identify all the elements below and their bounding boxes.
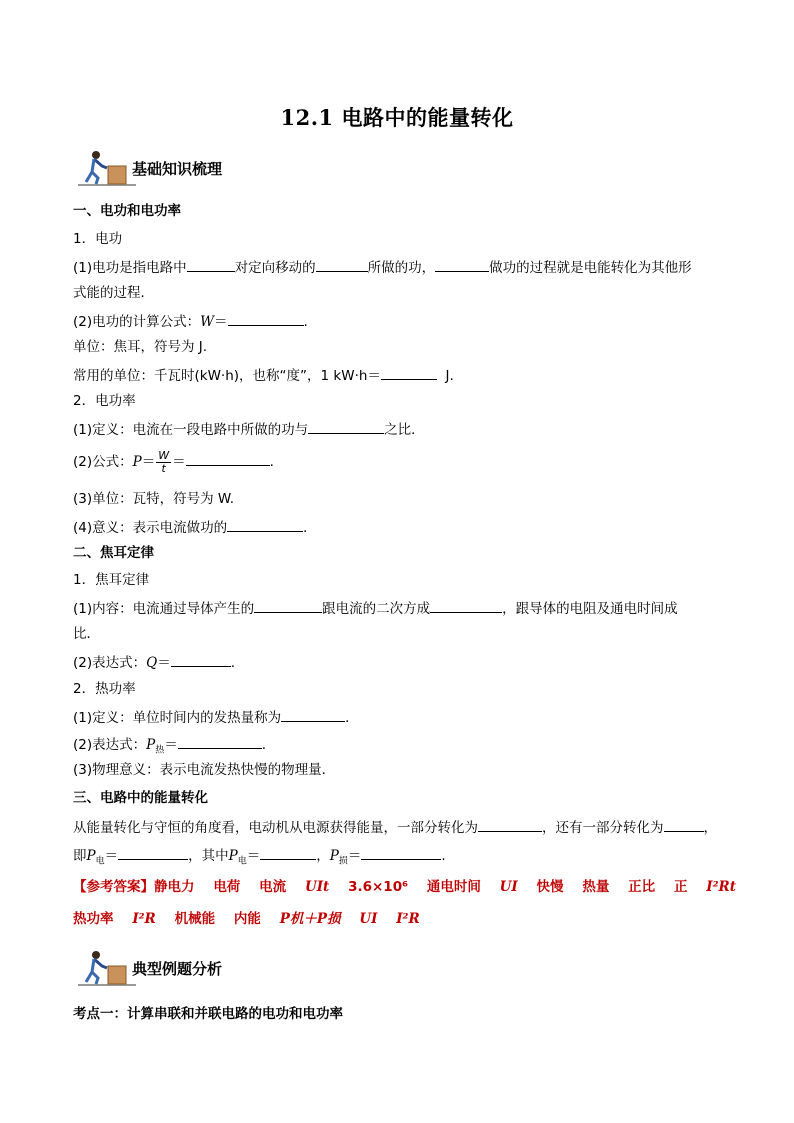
answer-row-1: 【参考答案】静电力 电荷 电流 UIt 3.6×10⁶ 通电时间 UI 快慢 热量 正比 正 I²Rt (73, 879, 736, 895)
part1-line8: (4)意义：表示电流做功的 ． (73, 517, 317, 537)
blank (664, 817, 704, 832)
part2-line5: (3)物理意义：表示电流发热快慢的物理量． (73, 762, 336, 778)
blank (316, 257, 368, 272)
part2-line1: (1)内容：电流通过导体产生的 跟电流的二次方成 ，跟导体的电阻及通电时间成 (73, 598, 678, 618)
part1-sub1: 1．电功 (73, 231, 123, 247)
blank (186, 451, 270, 466)
blank (281, 707, 345, 722)
section-banner-examples (78, 948, 298, 988)
part3-line2: 即$P_电=$ ，其中$P_电=$ ，$P_损=$ . (73, 845, 446, 871)
part2-line1-cont: 比． (73, 626, 100, 642)
blank (478, 817, 542, 832)
blank (228, 311, 304, 326)
part1-line5: (1)定义：电流在一段电路中所做的功与 之比． (73, 419, 425, 439)
fraction-w-over-t: $\frac{W}{t}$ (158, 448, 170, 475)
part2-line2: (2)表达式：Q＝ . (73, 652, 235, 672)
blank (254, 598, 322, 613)
page-title: 12.1 电路中的能量转化 (280, 105, 514, 130)
part1-heading: 一、电功和电功率 (73, 203, 181, 219)
blank (260, 845, 316, 860)
blank (187, 257, 235, 272)
part1-sub2: 2．电功率 (73, 393, 136, 409)
part2-heading: 二、焦耳定律 (73, 545, 154, 561)
blank (171, 652, 231, 667)
blank (430, 598, 502, 613)
part1-line2: (2)电功的计算公式：W＝ . (73, 311, 308, 331)
section-label: 基础知识梳理 (132, 160, 223, 178)
pushing-box-icon (78, 148, 138, 188)
part2-sub2: 2．热功率 (73, 681, 136, 697)
pushing-box-icon (78, 948, 138, 988)
part2-line4: (2)表达式：$P_热=$ . (73, 734, 266, 760)
part1-line6: (2)公式：P＝ $\frac{W}{t}$ ＝ . (73, 448, 274, 475)
part1-line7: (3)单位：瓦特，符号为 W. (73, 491, 235, 507)
section-banner-basic (78, 148, 298, 188)
blank (361, 845, 441, 860)
answer-label: 【参考答案】 (73, 879, 154, 895)
blank (381, 365, 437, 380)
blank (308, 419, 384, 434)
section-label: 典型例题分析 (132, 960, 223, 978)
part2-sub1: 1．焦耳定律 (73, 572, 150, 588)
part1-line1-cont: 式能的过程． (73, 285, 154, 301)
answer-row-2: 热功率 I²R 机械能 内能 P机＋P损 UI I²R (73, 911, 420, 927)
blank (178, 734, 262, 749)
kaodian-heading: 考点一：计算串联和并联电路的电功和电功率 (73, 1006, 343, 1022)
part1-line1: (1)电功是指电路中 对定向移动的 所做的功， 做功的过程就是电能转化为其他形 (73, 257, 692, 277)
part3-heading: 三、电路中的能量转化 (73, 790, 208, 806)
part1-line3: 单位：焦耳，符号为 J. (73, 339, 208, 355)
blank (118, 845, 188, 860)
part3-line1: 从能量转化与守恒的角度看，电动机从电源获得能量，一部分转化为 ，还有一部分转化为 ， (73, 817, 717, 837)
blank (435, 257, 489, 272)
part1-line4: 常用的单位：千瓦时(kW·h)，也称“度”，1 kW·h＝ J. (73, 365, 454, 385)
part2-line3: (1)定义：单位时间内的发热量称为 ． (73, 707, 359, 727)
blank (227, 517, 303, 532)
